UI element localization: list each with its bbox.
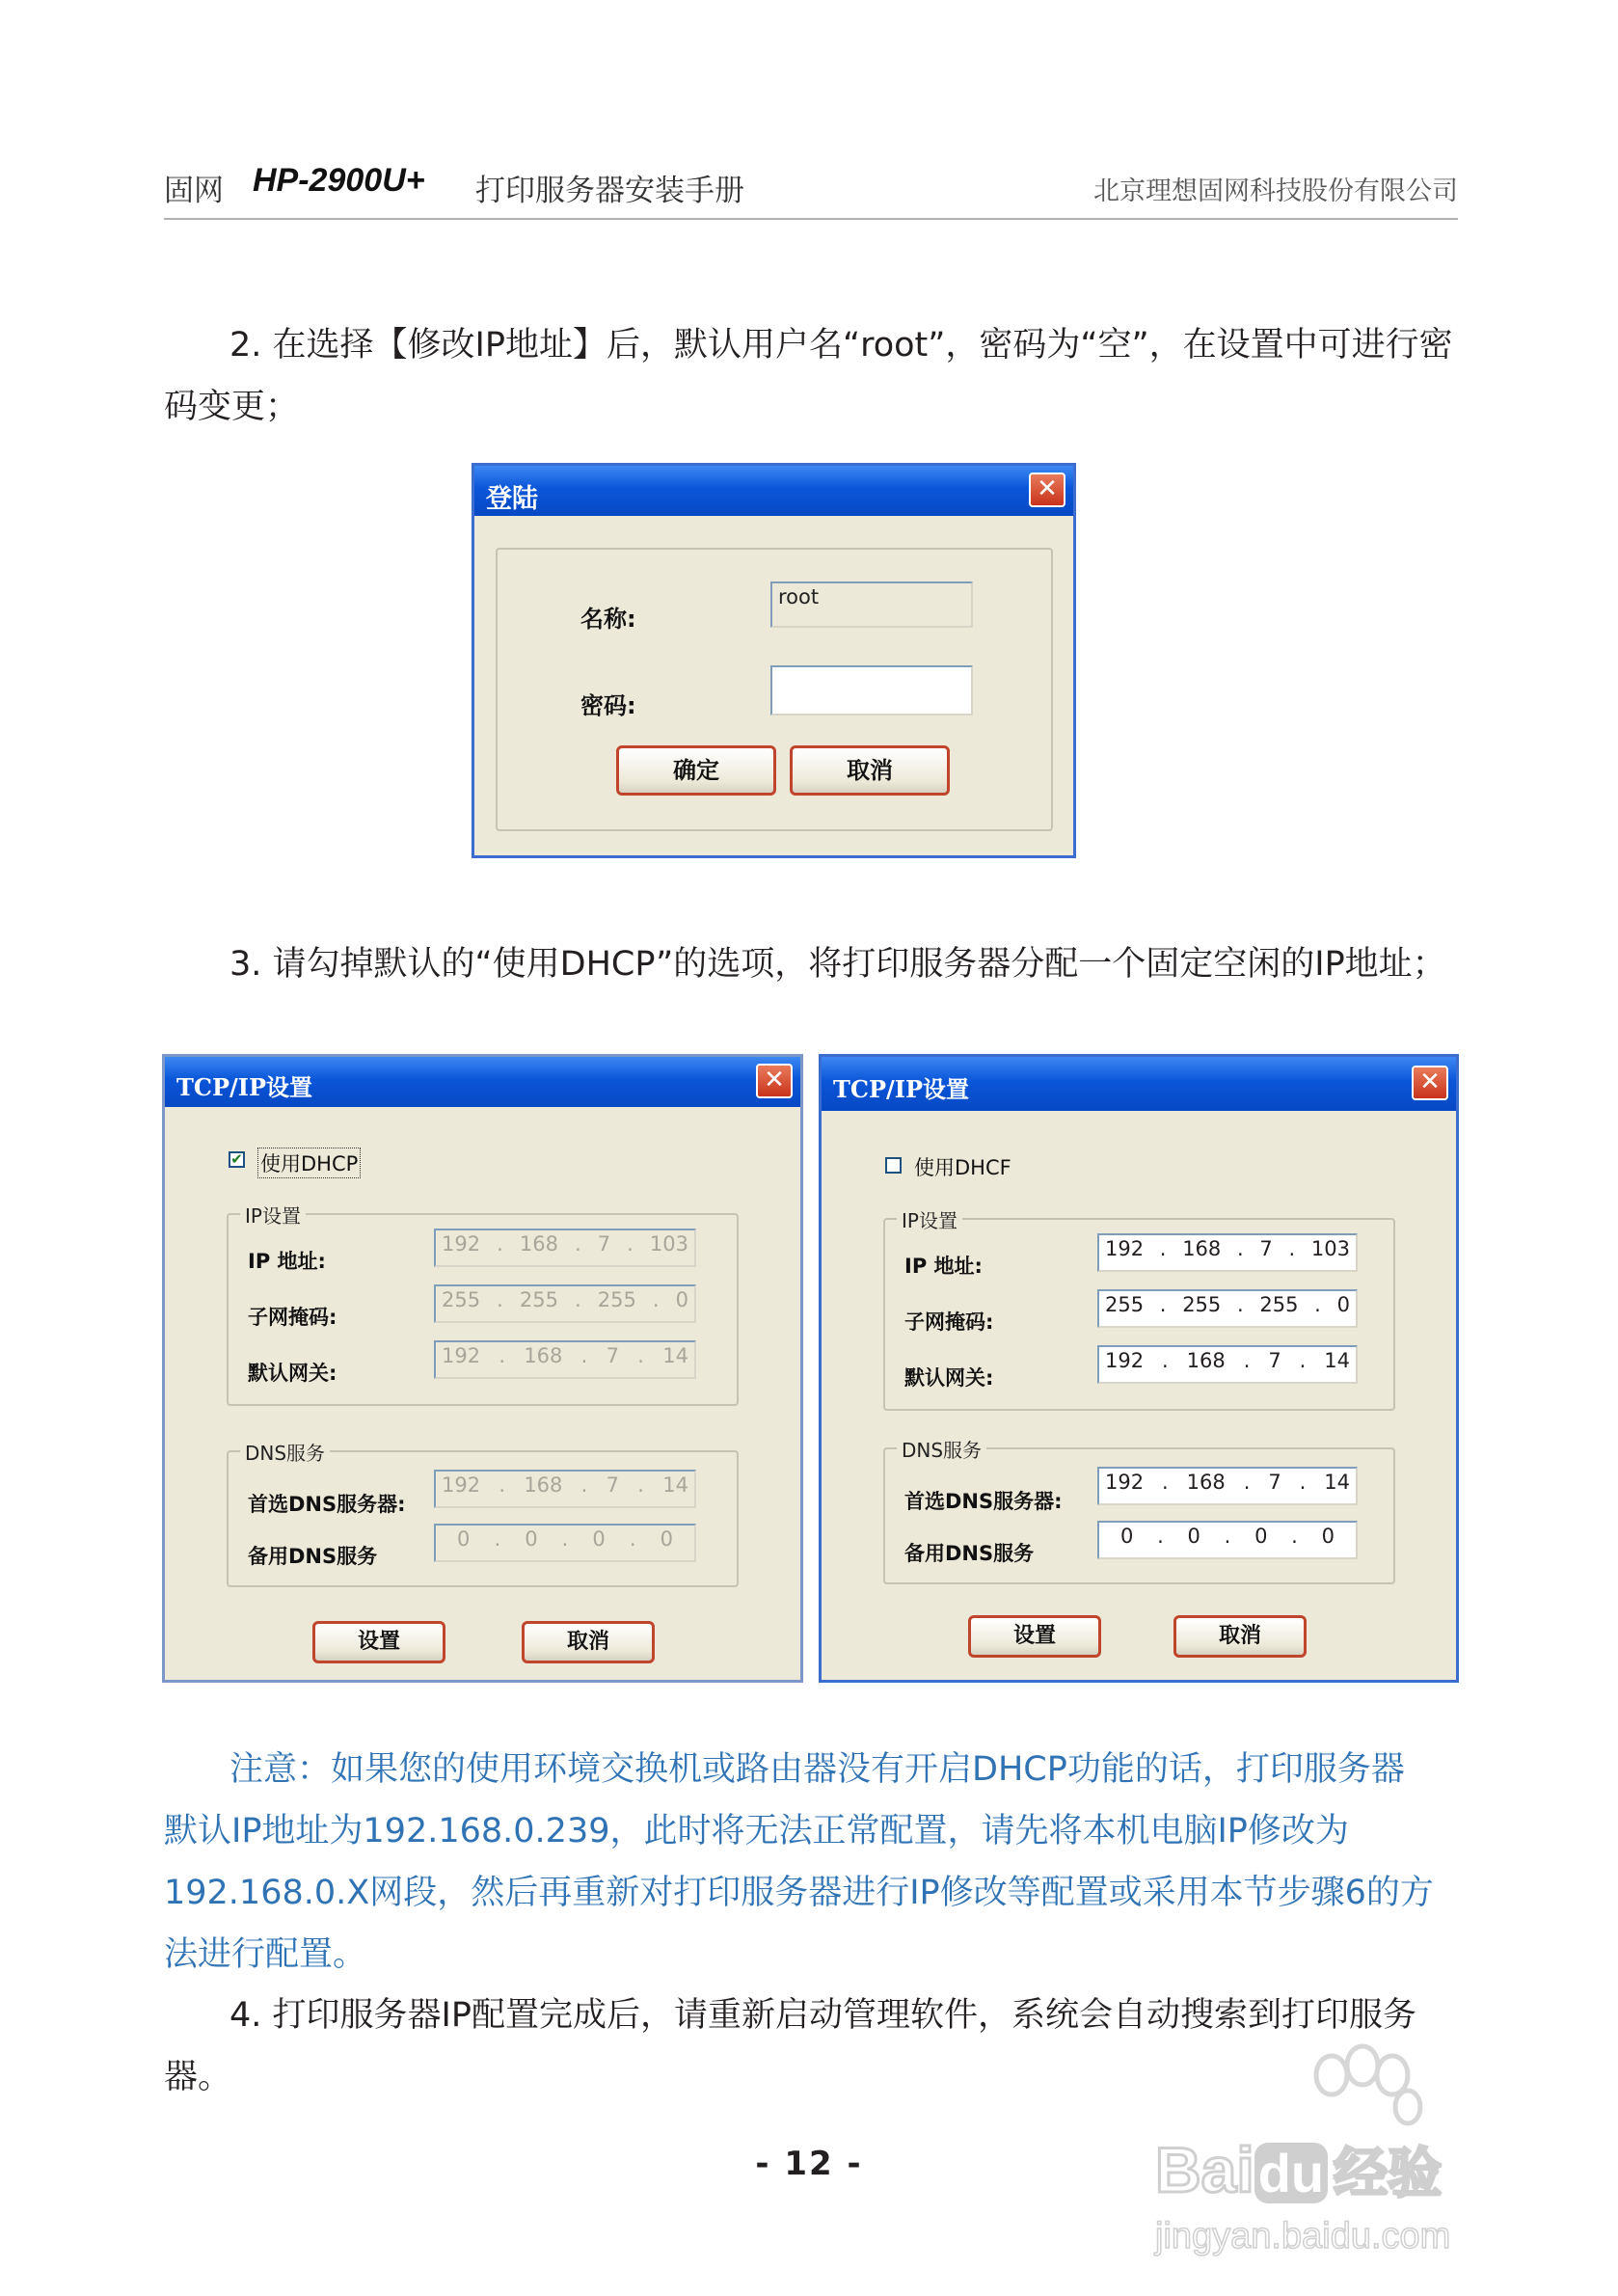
octet: 7 bbox=[1268, 1471, 1281, 1494]
password-label: 密码: bbox=[580, 692, 636, 719]
octet: 0 bbox=[1321, 1525, 1335, 1548]
octet: 0 bbox=[660, 1527, 673, 1551]
octet: 192 bbox=[1105, 1237, 1145, 1260]
tcpip-left-titlebar bbox=[165, 1057, 800, 1107]
cancel-button[interactable]: 取消 bbox=[790, 745, 950, 796]
ok-button[interactable]: 确定 bbox=[616, 745, 776, 796]
step2-paragraph bbox=[164, 314, 1475, 438]
subnet-mask-octets bbox=[442, 1288, 688, 1311]
login-titlebar bbox=[474, 466, 1073, 516]
dns-group bbox=[883, 1439, 1395, 1584]
gateway-field[interactable] bbox=[434, 1340, 696, 1379]
dhcp-checkbox[interactable] bbox=[885, 1157, 902, 1174]
octet: 192 bbox=[442, 1344, 481, 1367]
tcpip-left-title: TCP/IP设置 bbox=[176, 1073, 313, 1101]
dot: . bbox=[499, 1473, 506, 1497]
octet: 168 bbox=[1186, 1349, 1226, 1372]
name-field[interactable]: root bbox=[770, 581, 973, 628]
dot: . bbox=[1157, 1525, 1164, 1548]
ip-settings-legend: IP设置 bbox=[897, 1205, 962, 1233]
note-paragraph bbox=[164, 1739, 1495, 1985]
octet: 7 bbox=[597, 1232, 611, 1256]
preferred-dns-octets bbox=[442, 1473, 688, 1497]
subnet-mask-label: 子网掩码: bbox=[248, 1306, 337, 1329]
dot: . bbox=[497, 1232, 503, 1256]
dot: . bbox=[1299, 1349, 1307, 1372]
octet: 168 bbox=[1182, 1237, 1222, 1260]
tcpip-right-titlebar bbox=[822, 1057, 1456, 1111]
gateway-octets bbox=[442, 1344, 688, 1367]
dot: . bbox=[1224, 1525, 1231, 1548]
octet: 255 bbox=[442, 1288, 481, 1311]
alternate-dns-field[interactable] bbox=[1097, 1521, 1358, 1559]
subnet-mask-field[interactable] bbox=[1097, 1289, 1358, 1328]
dot: . bbox=[652, 1288, 660, 1311]
dns-legend: DNS服务 bbox=[897, 1435, 986, 1463]
baidu-watermark bbox=[1155, 2025, 1541, 2256]
preferred-dns-octets bbox=[1105, 1471, 1350, 1494]
preferred-dns-field[interactable] bbox=[1097, 1467, 1358, 1505]
dhcp-checkbox[interactable]: ✔ bbox=[229, 1151, 245, 1168]
gateway-octets bbox=[1105, 1349, 1350, 1372]
page-header bbox=[164, 162, 1458, 220]
octet: 7 bbox=[606, 1473, 619, 1497]
dhcp-label: 使用DHCP bbox=[257, 1148, 361, 1178]
octet: 14 bbox=[1324, 1471, 1350, 1494]
dot: . bbox=[1243, 1349, 1251, 1372]
octet: 0 bbox=[1120, 1525, 1134, 1548]
preferred-dns-label: 首选DNS服务器: bbox=[248, 1493, 406, 1516]
cancel-button[interactable]: 取消 bbox=[522, 1621, 655, 1663]
login-groupbox bbox=[496, 548, 1053, 831]
octet: 103 bbox=[649, 1232, 688, 1256]
dot: . bbox=[1291, 1525, 1298, 1548]
gateway-label: 默认网关: bbox=[248, 1362, 337, 1385]
cancel-button[interactable]: 取消 bbox=[1173, 1615, 1307, 1658]
ip-address-label: IP 地址: bbox=[904, 1255, 983, 1278]
octet: 255 bbox=[597, 1288, 636, 1311]
gateway-field[interactable] bbox=[1097, 1345, 1358, 1384]
step2-line1: 2. 在选择【修改IP地址】后，默认用户名“root”，密码为“空”，在设置中可进行密 bbox=[229, 326, 1453, 365]
dot: . bbox=[1159, 1237, 1167, 1260]
octet: 192 bbox=[442, 1232, 481, 1256]
dhcp-label: 使用DHCF bbox=[914, 1156, 1011, 1179]
octet: 255 bbox=[1105, 1293, 1145, 1316]
close-icon[interactable]: ✕ bbox=[756, 1064, 793, 1098]
octet: 192 bbox=[1105, 1349, 1145, 1372]
gateway-label: 默认网关: bbox=[904, 1366, 994, 1390]
dot: . bbox=[497, 1288, 503, 1311]
octet: 0 bbox=[592, 1527, 606, 1551]
preferred-dns-label: 首选DNS服务器: bbox=[904, 1490, 1063, 1513]
octet: 103 bbox=[1310, 1237, 1350, 1260]
dot: . bbox=[1288, 1237, 1296, 1260]
octet: 14 bbox=[662, 1473, 688, 1497]
dot: . bbox=[627, 1232, 634, 1256]
watermark-du: du bbox=[1254, 2143, 1328, 2203]
octet: 7 bbox=[606, 1344, 619, 1367]
set-button[interactable]: 设置 bbox=[312, 1621, 445, 1663]
alternate-dns-label: 备用DNS服务 bbox=[248, 1545, 378, 1568]
dot: . bbox=[494, 1527, 501, 1551]
note-line4: 法进行配置。 bbox=[164, 1935, 367, 1974]
ip-settings-group bbox=[883, 1209, 1395, 1411]
tcpip-right-title: TCP/IP设置 bbox=[833, 1075, 970, 1103]
watermark-url: jingyan.baidu.com bbox=[1155, 2216, 1451, 2256]
tcpip-dialog-right bbox=[819, 1054, 1459, 1683]
preferred-dns-field[interactable] bbox=[434, 1470, 696, 1508]
watermark-brand bbox=[1155, 2131, 1442, 2208]
header-company: 北京理想固网科技股份有限公司 bbox=[1093, 176, 1458, 206]
header-subtitle: 打印服务器安装手册 bbox=[475, 174, 744, 208]
octet: 14 bbox=[1324, 1349, 1350, 1372]
step3-paragraph: 3. 请勾掉默认的“使用DHCP”的选项，将打印服务器分配一个固定空闲的IP地址； bbox=[229, 945, 1446, 984]
dot: . bbox=[1162, 1349, 1169, 1372]
header-brand: 固网 bbox=[164, 174, 224, 208]
octet: 0 bbox=[1336, 1293, 1350, 1316]
octet: 0 bbox=[525, 1527, 538, 1551]
alternate-dns-octets bbox=[442, 1527, 688, 1551]
octet: 255 bbox=[1182, 1293, 1222, 1316]
dot: . bbox=[580, 1473, 588, 1497]
step4-line2: 器。 bbox=[164, 2058, 232, 2096]
octet: 0 bbox=[457, 1527, 471, 1551]
close-icon[interactable]: ✕ bbox=[1029, 473, 1065, 507]
dns-legend: DNS服务 bbox=[240, 1438, 330, 1466]
ip-address-field[interactable] bbox=[1097, 1233, 1358, 1272]
ip-address-octets bbox=[1105, 1237, 1350, 1260]
tcpip-dialog-left bbox=[162, 1054, 803, 1683]
dot: . bbox=[637, 1473, 644, 1497]
name-label: 名称: bbox=[580, 606, 636, 633]
octet: 255 bbox=[519, 1288, 558, 1311]
alternate-dns-label: 备用DNS服务 bbox=[904, 1542, 1035, 1565]
octet: 168 bbox=[524, 1473, 563, 1497]
octet: 7 bbox=[1259, 1237, 1273, 1260]
dot: . bbox=[637, 1344, 644, 1367]
dot: . bbox=[580, 1344, 588, 1367]
set-button[interactable]: 设置 bbox=[968, 1615, 1101, 1658]
ip-settings-legend: IP设置 bbox=[240, 1201, 306, 1229]
dot: . bbox=[629, 1527, 636, 1551]
dot: . bbox=[1162, 1471, 1169, 1494]
step2-line2: 码变更； bbox=[164, 388, 300, 426]
octet: 192 bbox=[442, 1473, 481, 1497]
octet: 168 bbox=[1186, 1471, 1226, 1494]
note-line2: 默认IP地址为192.168.0.239，此时将无法正常配置，请先将本机电脑IP修改为 bbox=[164, 1812, 1349, 1850]
subnet-mask-label: 子网掩码: bbox=[904, 1310, 994, 1334]
alternate-dns-octets bbox=[1105, 1525, 1350, 1548]
ip-address-label: IP 地址: bbox=[248, 1250, 326, 1273]
dns-group bbox=[227, 1442, 739, 1587]
password-field[interactable] bbox=[770, 665, 973, 716]
dot: . bbox=[1314, 1293, 1321, 1316]
dot: . bbox=[1236, 1293, 1244, 1316]
note-line1: 注意：如果您的使用环境交换机或路由器没有开启DHCP功能的话，打印服务器 bbox=[229, 1750, 1405, 1789]
ip-address-field[interactable] bbox=[434, 1229, 696, 1267]
octet: 168 bbox=[524, 1344, 563, 1367]
watermark-jingyan: 经验 bbox=[1334, 2143, 1443, 2203]
octet: 0 bbox=[1254, 1525, 1268, 1548]
note-line3: 192.168.0.X网段，然后再重新对打印服务器进行IP修改等配置或采用本节步骤6的方 bbox=[164, 1874, 1434, 1912]
login-title: 登陆 bbox=[486, 484, 538, 514]
dot: . bbox=[1159, 1293, 1167, 1316]
subnet-mask-octets bbox=[1105, 1293, 1350, 1316]
subnet-mask-field[interactable] bbox=[434, 1284, 696, 1323]
dot: . bbox=[561, 1527, 569, 1551]
close-icon[interactable]: ✕ bbox=[1412, 1066, 1448, 1100]
octet: 14 bbox=[662, 1344, 688, 1367]
dot: . bbox=[575, 1232, 581, 1256]
dot: . bbox=[1236, 1237, 1244, 1260]
dot: . bbox=[1243, 1471, 1251, 1494]
watermark-bai: Bai bbox=[1155, 2134, 1254, 2205]
ip-address-octets bbox=[442, 1232, 688, 1256]
step4-line1: 4. 打印服务器IP配置完成后，请重新启动管理软件，系统会自动搜索到打印服务 bbox=[229, 1996, 1416, 2035]
dot: . bbox=[499, 1344, 506, 1367]
header-model: HP-2900U+ bbox=[253, 162, 425, 199]
octet: 7 bbox=[1268, 1349, 1281, 1372]
octet: 0 bbox=[1187, 1525, 1200, 1548]
alternate-dns-field[interactable] bbox=[434, 1524, 696, 1562]
octet: 168 bbox=[519, 1232, 558, 1256]
page-number: - 12 - bbox=[755, 2145, 863, 2183]
dot: . bbox=[575, 1288, 581, 1311]
octet: 192 bbox=[1105, 1471, 1145, 1494]
login-dialog bbox=[472, 463, 1076, 858]
octet: 255 bbox=[1259, 1293, 1299, 1316]
dot: . bbox=[1299, 1471, 1307, 1494]
ip-settings-group bbox=[227, 1204, 739, 1406]
octet: 0 bbox=[675, 1288, 688, 1311]
